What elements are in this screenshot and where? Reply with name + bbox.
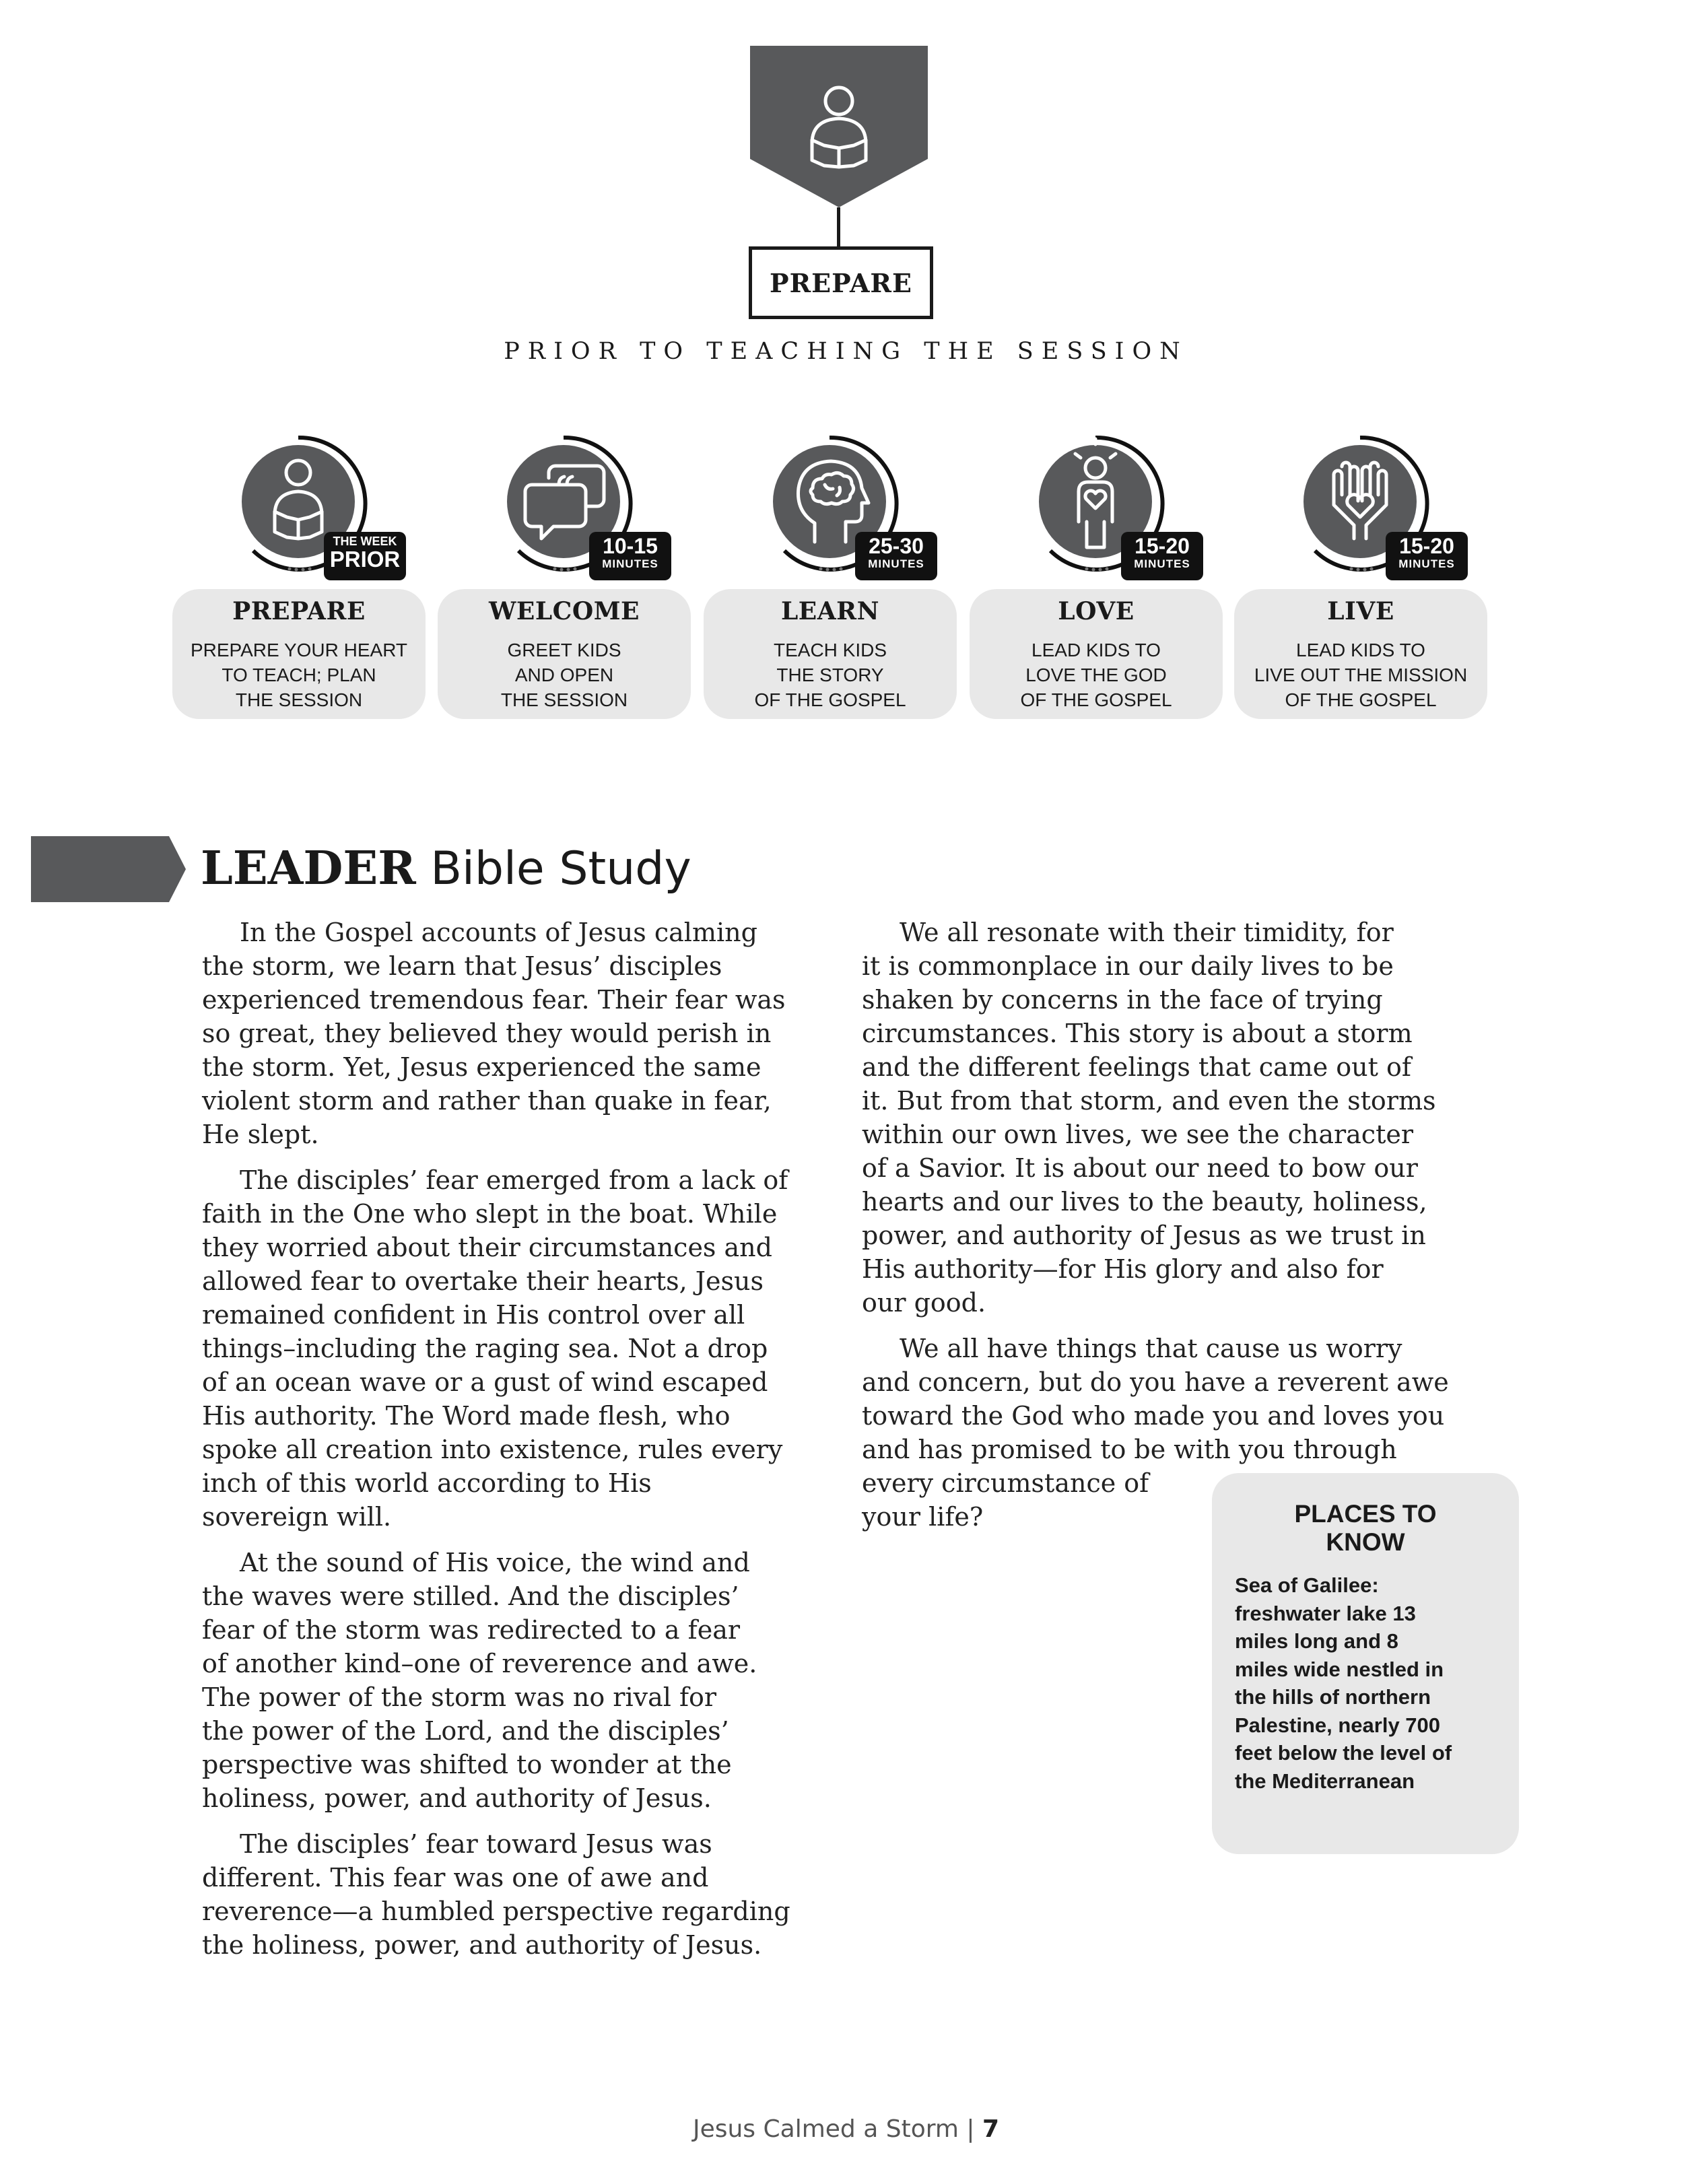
- body-line: so great, they believed they would perish in: [202, 1019, 772, 1048]
- body-line: it is commonplace in our daily lives to be: [862, 951, 1394, 981]
- body-paragraph: [202, 1546, 825, 1815]
- step-title: LIVE: [1327, 597, 1394, 625]
- body-line: the waves were stilled. And the disciples’: [202, 1581, 739, 1611]
- body-paragraph: [202, 1827, 825, 1962]
- body-line: fear of the storm was redirected to a fear: [202, 1615, 741, 1645]
- body-line: they worried about their circumstances and: [202, 1233, 772, 1262]
- body-line: the holiness, power, and authority of Jesus.: [202, 1930, 762, 1960]
- badge-value: PRIOR: [329, 547, 401, 572]
- body-line: His authority. The Word made flesh, who: [202, 1401, 731, 1431]
- badge-caption: MINUTES: [1134, 557, 1190, 570]
- step-title: LEARN: [780, 597, 879, 625]
- body-line: The power of the storm was no rival for: [202, 1682, 717, 1712]
- badge-caption: MINUTES: [868, 557, 924, 570]
- body-line: of a Savior. It is about our need to bow our: [862, 1153, 1418, 1183]
- body-line: At the sound of His voice, the wind and: [240, 1548, 750, 1577]
- body-line: and has promised to be with you through: [862, 1435, 1397, 1464]
- body-line: circumstances. This story is about a storm: [862, 1019, 1413, 1048]
- body-line: He slept.: [202, 1120, 319, 1149]
- step-card: [172, 589, 426, 719]
- section-heading-rest: Bible Study: [415, 842, 691, 895]
- step-description: PREPARE YOUR HEART TO TEACH; PLAN THE SESSION: [190, 640, 408, 710]
- badge-value: 25-30: [869, 534, 924, 558]
- body-line: spoke all creation into existence, rules every: [202, 1435, 783, 1464]
- section-heading-bold: LEADER: [201, 842, 416, 895]
- step-description: GREET KIDS AND OPEN THE SESSION: [500, 640, 628, 710]
- body-line: and the different feelings that came out of: [862, 1052, 1411, 1082]
- prepare-banner: [750, 46, 928, 207]
- sidebar-body: Sea of Galilee: freshwater lake 13 miles long and 8 miles wide nestled in the hills of northern Palestine, nearly 700 feet below the level of the Mediterranean: [1235, 1573, 1452, 1793]
- step-card: [1234, 589, 1487, 719]
- step-title: LOVE: [1058, 597, 1135, 625]
- body-paragraph: [202, 1163, 825, 1534]
- timing-badge: [855, 532, 937, 580]
- prepare-box-label: PREPARE: [749, 246, 933, 319]
- banner-connector: [837, 207, 840, 248]
- body-line: inch of this world according to His: [202, 1468, 652, 1498]
- sidebar-title: PLACES TO KNOW: [1294, 1500, 1437, 1556]
- body-line: hearts and our lives to the beauty, holiness,: [862, 1187, 1427, 1217]
- body-line: the storm. Yet, Jesus experienced the same: [202, 1052, 762, 1082]
- body-paragraph: [202, 916, 825, 1151]
- body-line: shaken by concerns in the face of trying: [862, 985, 1383, 1015]
- body-line: sovereign will.: [202, 1502, 392, 1532]
- body-line: your life?: [862, 1502, 984, 1532]
- footer-title: Jesus Calmed a Storm: [692, 2115, 959, 2143]
- body-line: holiness, power, and authority of Jesus.: [202, 1783, 712, 1813]
- body-line: toward the God who made you and loves you: [862, 1401, 1445, 1431]
- footer-separator: |: [958, 2115, 982, 2143]
- timing-badge: [324, 532, 406, 580]
- body-line: faith in the One who slept in the boat. While: [202, 1199, 778, 1229]
- badge-value: 15-20: [1135, 534, 1190, 558]
- body-line: We all have things that cause us worry: [900, 1334, 1402, 1363]
- step-description: LEAD KIDS TO LIVE OUT THE MISSION OF THE GOSPEL: [1254, 640, 1468, 710]
- step-title: WELCOME: [489, 597, 640, 625]
- body-column-left: [202, 916, 825, 1974]
- body-line: it. But from that storm, and even the storms: [862, 1086, 1436, 1116]
- step-card: [438, 589, 691, 719]
- body-line: violent storm and rather than quake in fear,: [202, 1086, 772, 1116]
- body-line: of another kind–one of reverence and awe.: [202, 1649, 757, 1678]
- body-line: perspective was shifted to wonder at the: [202, 1750, 732, 1779]
- body-line: The disciples’ fear toward Jesus was: [240, 1829, 712, 1859]
- timing-badge: [589, 532, 671, 580]
- section-heading: [201, 842, 691, 896]
- body-line: remained confident in His control over all: [202, 1300, 745, 1330]
- body-line: our good.: [862, 1288, 986, 1318]
- page-footer: [0, 2115, 1692, 2143]
- body-line: power, and authority of Jesus as we trust in: [862, 1221, 1426, 1250]
- page-number: 7: [982, 2115, 1000, 2143]
- step-card: [970, 589, 1223, 719]
- body-line: within our own lives, we see the character: [862, 1120, 1414, 1149]
- step-title: PREPARE: [232, 597, 366, 625]
- body-line: allowed fear to overtake their hearts, Jesus: [202, 1266, 764, 1296]
- body-line: of an ocean wave or a gust of wind escaped: [202, 1367, 768, 1397]
- step-description: LEAD KIDS TO LOVE THE GOD OF THE GOSPEL: [1020, 640, 1172, 710]
- step-description: TEACH KIDS THE STORY OF THE GOSPEL: [754, 640, 906, 710]
- badge-value: 15-20: [1399, 534, 1454, 558]
- timing-badge: [1121, 532, 1203, 580]
- timing-badge: [1386, 532, 1468, 580]
- body-line: every circumstance of: [862, 1468, 1149, 1498]
- badge-caption: MINUTES: [602, 557, 658, 570]
- body-column-right: [862, 916, 1491, 1546]
- badge-value: 10-15: [603, 534, 658, 558]
- badge-caption: THE WEEK: [333, 535, 397, 548]
- badge-caption: MINUTES: [1398, 557, 1455, 570]
- body-line: We all resonate with their timidity, for: [900, 918, 1394, 947]
- body-line: the storm, we learn that Jesus’ disciples: [202, 951, 722, 981]
- body-line: His authority—for His glory and also for: [862, 1254, 1384, 1284]
- body-line: the power of the Lord, and the disciples’: [202, 1716, 729, 1746]
- body-line: and concern, but do you have a reverent awe: [862, 1367, 1449, 1397]
- body-line: The disciples’ fear emerged from a lack of: [240, 1165, 788, 1195]
- body-line: different. This fear was one of awe and: [202, 1863, 709, 1892]
- body-line: In the Gospel accounts of Jesus calming: [240, 918, 757, 947]
- body-paragraph: [862, 916, 1491, 1320]
- body-line: reverence—a humbled perspective regarding: [202, 1897, 790, 1926]
- body-line: experienced tremendous fear. Their fear was: [202, 985, 786, 1015]
- body-line: things–including the raging sea. Not a drop: [202, 1334, 768, 1363]
- section-tag-arrow: [31, 836, 186, 902]
- page-subtitle: PRIOR TO TEACHING THE SESSION: [504, 338, 1188, 365]
- places-to-know-sidebar: [1212, 1473, 1519, 1854]
- step-card: [704, 589, 957, 719]
